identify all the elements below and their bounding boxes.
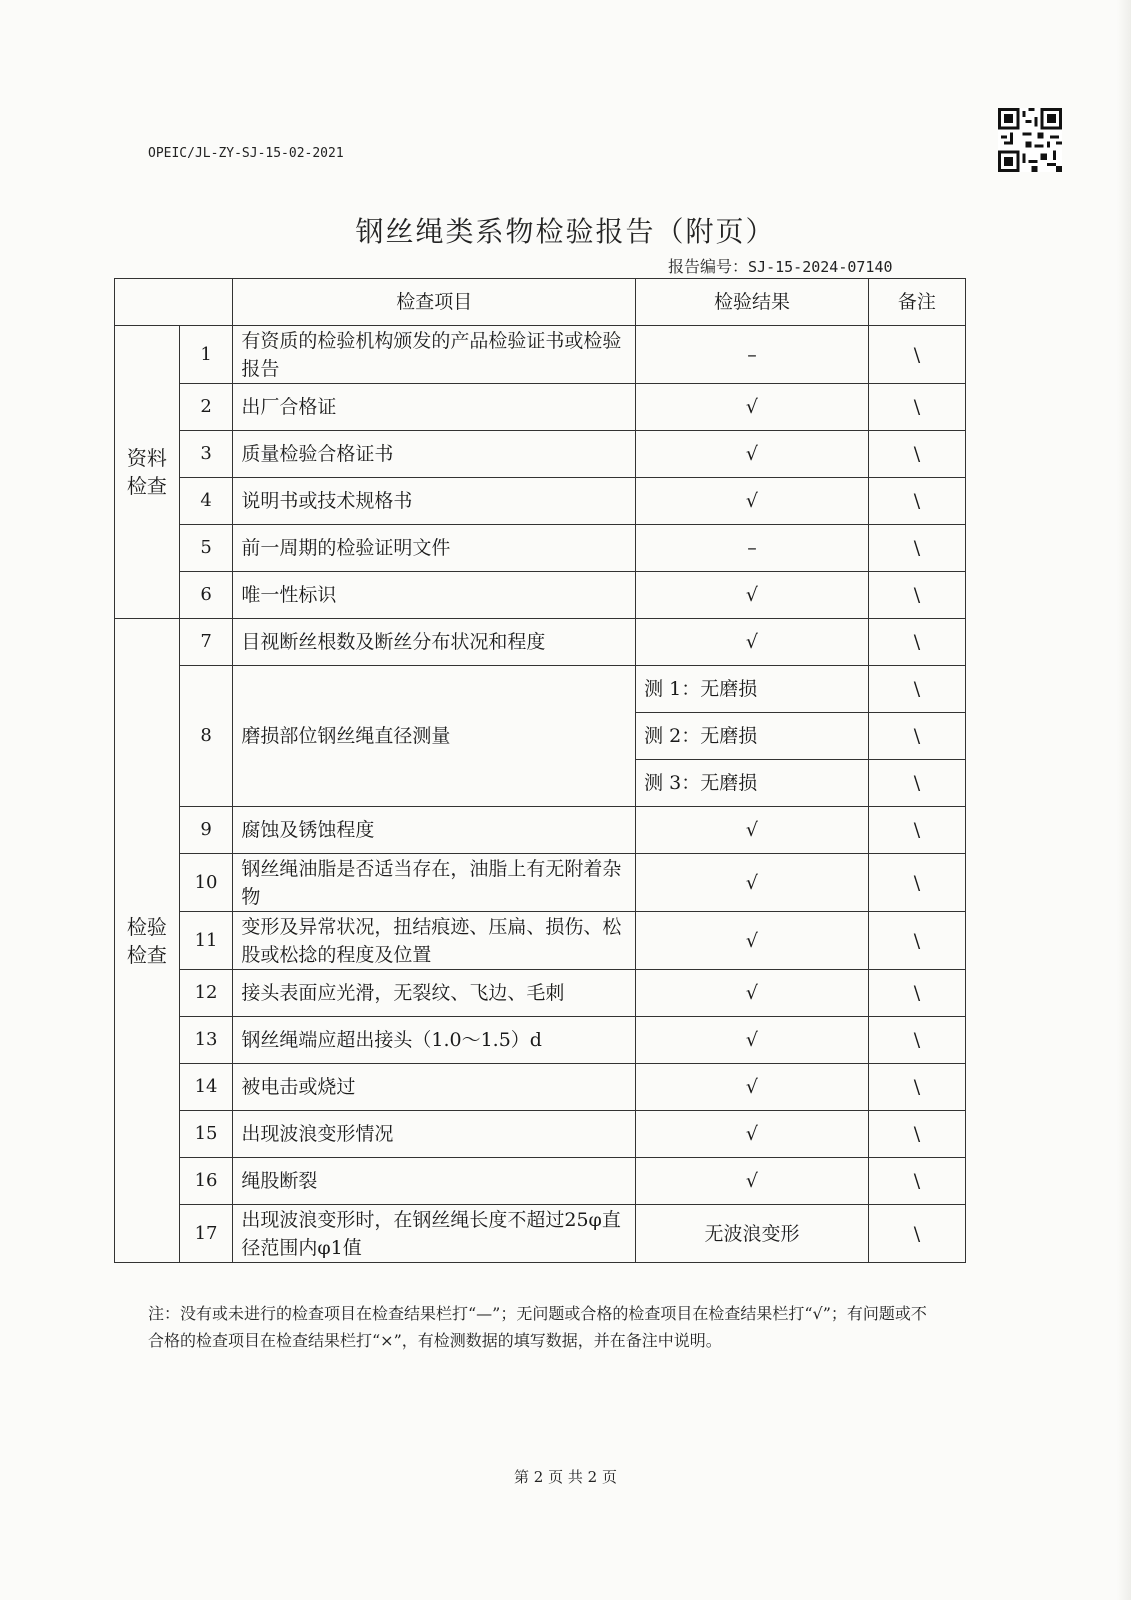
table-row xyxy=(115,854,966,912)
table-row xyxy=(115,807,966,854)
row-no: 15 xyxy=(179,1111,233,1158)
row-item: 被电击或烧过 xyxy=(233,1064,636,1111)
row-no: 10 xyxy=(179,854,233,912)
row-no: 16 xyxy=(179,1158,233,1205)
row-remark: \ xyxy=(868,807,965,854)
table-row xyxy=(115,525,966,572)
table-row xyxy=(115,326,966,384)
row-result: √ xyxy=(636,1111,869,1158)
row-remark: \ xyxy=(868,666,965,713)
row-result: √ xyxy=(636,970,869,1017)
table-row xyxy=(115,572,966,619)
row-remark: \ xyxy=(868,1158,965,1205)
table-row xyxy=(115,1158,966,1205)
table-row xyxy=(115,912,966,970)
row-no: 8 xyxy=(179,666,233,807)
row-remark: \ xyxy=(868,1111,965,1158)
header-item: 检查项目 xyxy=(233,279,636,326)
row-remark: \ xyxy=(868,970,965,1017)
row-no: 11 xyxy=(179,912,233,970)
row-no: 2 xyxy=(179,384,233,431)
row-remark: \ xyxy=(868,431,965,478)
row-item: 绳股断裂 xyxy=(233,1158,636,1205)
row-remark: \ xyxy=(868,912,965,970)
row-no: 4 xyxy=(179,478,233,525)
row-item: 质量检验合格证书 xyxy=(233,431,636,478)
row-no: 5 xyxy=(179,525,233,572)
row-no: 7 xyxy=(179,619,233,666)
inspection-table xyxy=(114,278,966,1263)
header-remark: 备注 xyxy=(868,279,965,326)
row-item: 出厂合格证 xyxy=(233,384,636,431)
row-item: 磨损部位钢丝绳直径测量 xyxy=(233,666,636,807)
table-row xyxy=(115,1205,966,1263)
header-result: 检验结果 xyxy=(636,279,869,326)
row-result: √ xyxy=(636,384,869,431)
row-sub-result: 测 2：无磨损 xyxy=(636,713,869,760)
report-number xyxy=(668,254,893,277)
row-result: √ xyxy=(636,478,869,525)
table-row xyxy=(115,1111,966,1158)
table-header-row xyxy=(115,279,966,326)
row-result: √ xyxy=(636,807,869,854)
row-remark: \ xyxy=(868,854,965,912)
qr-code-icon xyxy=(998,108,1062,172)
row-no: 1 xyxy=(179,326,233,384)
row-no: 9 xyxy=(179,807,233,854)
group-inspection: 检验检查 xyxy=(115,619,180,1263)
row-item: 出现波浪变形时，在钢丝绳长度不超过25φ直径范围内φ1值 xyxy=(233,1205,636,1263)
row-item: 唯一性标识 xyxy=(233,572,636,619)
report-number-label: 报告编号： xyxy=(668,257,749,276)
row-result: √ xyxy=(636,1064,869,1111)
row-remark: \ xyxy=(868,1064,965,1111)
row-result: √ xyxy=(636,1017,869,1064)
row-remark: \ xyxy=(868,760,965,807)
row-no: 6 xyxy=(179,572,233,619)
table-row xyxy=(115,1017,966,1064)
row-remark: \ xyxy=(868,384,965,431)
row-item: 目视断丝根数及断丝分布状况和程度 xyxy=(233,619,636,666)
row-no: 3 xyxy=(179,431,233,478)
row-no: 17 xyxy=(179,1205,233,1263)
row-result: √ xyxy=(636,854,869,912)
page-number: 第 2 页 共 2 页 xyxy=(514,1468,617,1486)
row-no: 13 xyxy=(179,1017,233,1064)
row-remark: \ xyxy=(868,525,965,572)
row-item: 有资质的检验机构颁发的产品检验证书或检验报告 xyxy=(233,326,636,384)
row-item: 出现波浪变形情况 xyxy=(233,1111,636,1158)
row-remark: \ xyxy=(868,713,965,760)
row-remark: \ xyxy=(868,326,965,384)
row-result: 无波浪变形 xyxy=(636,1205,869,1263)
table-row xyxy=(115,478,966,525)
row-result: √ xyxy=(636,572,869,619)
table-row xyxy=(115,666,966,713)
row-result: – xyxy=(636,525,869,572)
header-blank-cell xyxy=(115,279,233,326)
row-item: 钢丝绳油脂是否适当存在，油脂上有无附着杂物 xyxy=(233,854,636,912)
table-row xyxy=(115,384,966,431)
row-no: 14 xyxy=(179,1064,233,1111)
document-code: OPEIC/JL-ZY-SJ-15-02-2021 xyxy=(148,146,344,161)
row-result: √ xyxy=(636,619,869,666)
row-item: 变形及异常状况，扭结痕迹、压扁、损伤、松股或松捻的程度及位置 xyxy=(233,912,636,970)
row-result: √ xyxy=(636,1158,869,1205)
table-row xyxy=(115,431,966,478)
table-row xyxy=(115,970,966,1017)
report-number-value: SJ-15-2024-07140 xyxy=(748,258,893,276)
row-remark: \ xyxy=(868,619,965,666)
row-item: 钢丝绳端应超出接头（1.0～1.5）d xyxy=(233,1017,636,1064)
row-sub-result: 测 1：无磨损 xyxy=(636,666,869,713)
group-docs: 资料检查 xyxy=(115,326,180,619)
row-remark: \ xyxy=(868,478,965,525)
row-item: 前一周期的检验证明文件 xyxy=(233,525,636,572)
row-result: – xyxy=(636,326,869,384)
row-item: 腐蚀及锈蚀程度 xyxy=(233,807,636,854)
row-item: 接头表面应光滑，无裂纹、飞边、毛刺 xyxy=(233,970,636,1017)
row-no: 12 xyxy=(179,970,233,1017)
footnote: 注：没有或未进行的检查项目在检查结果栏打“—”；无问题或合格的检查项目在检查结果栏打“√”；有问题或不合格的检查项目在检查结果栏打“×”，有检测数据的填写数据，并在备注中说明。 xyxy=(148,1304,927,1350)
row-item: 说明书或技术规格书 xyxy=(233,478,636,525)
table-row xyxy=(115,1064,966,1111)
row-sub-result: 测 3：无磨损 xyxy=(636,760,869,807)
row-remark: \ xyxy=(868,572,965,619)
row-result: √ xyxy=(636,431,869,478)
report-title: 钢丝绳类系物检验报告（附页） xyxy=(355,215,776,248)
row-result: √ xyxy=(636,912,869,970)
row-remark: \ xyxy=(868,1205,965,1263)
row-remark: \ xyxy=(868,1017,965,1064)
table-row xyxy=(115,619,966,666)
